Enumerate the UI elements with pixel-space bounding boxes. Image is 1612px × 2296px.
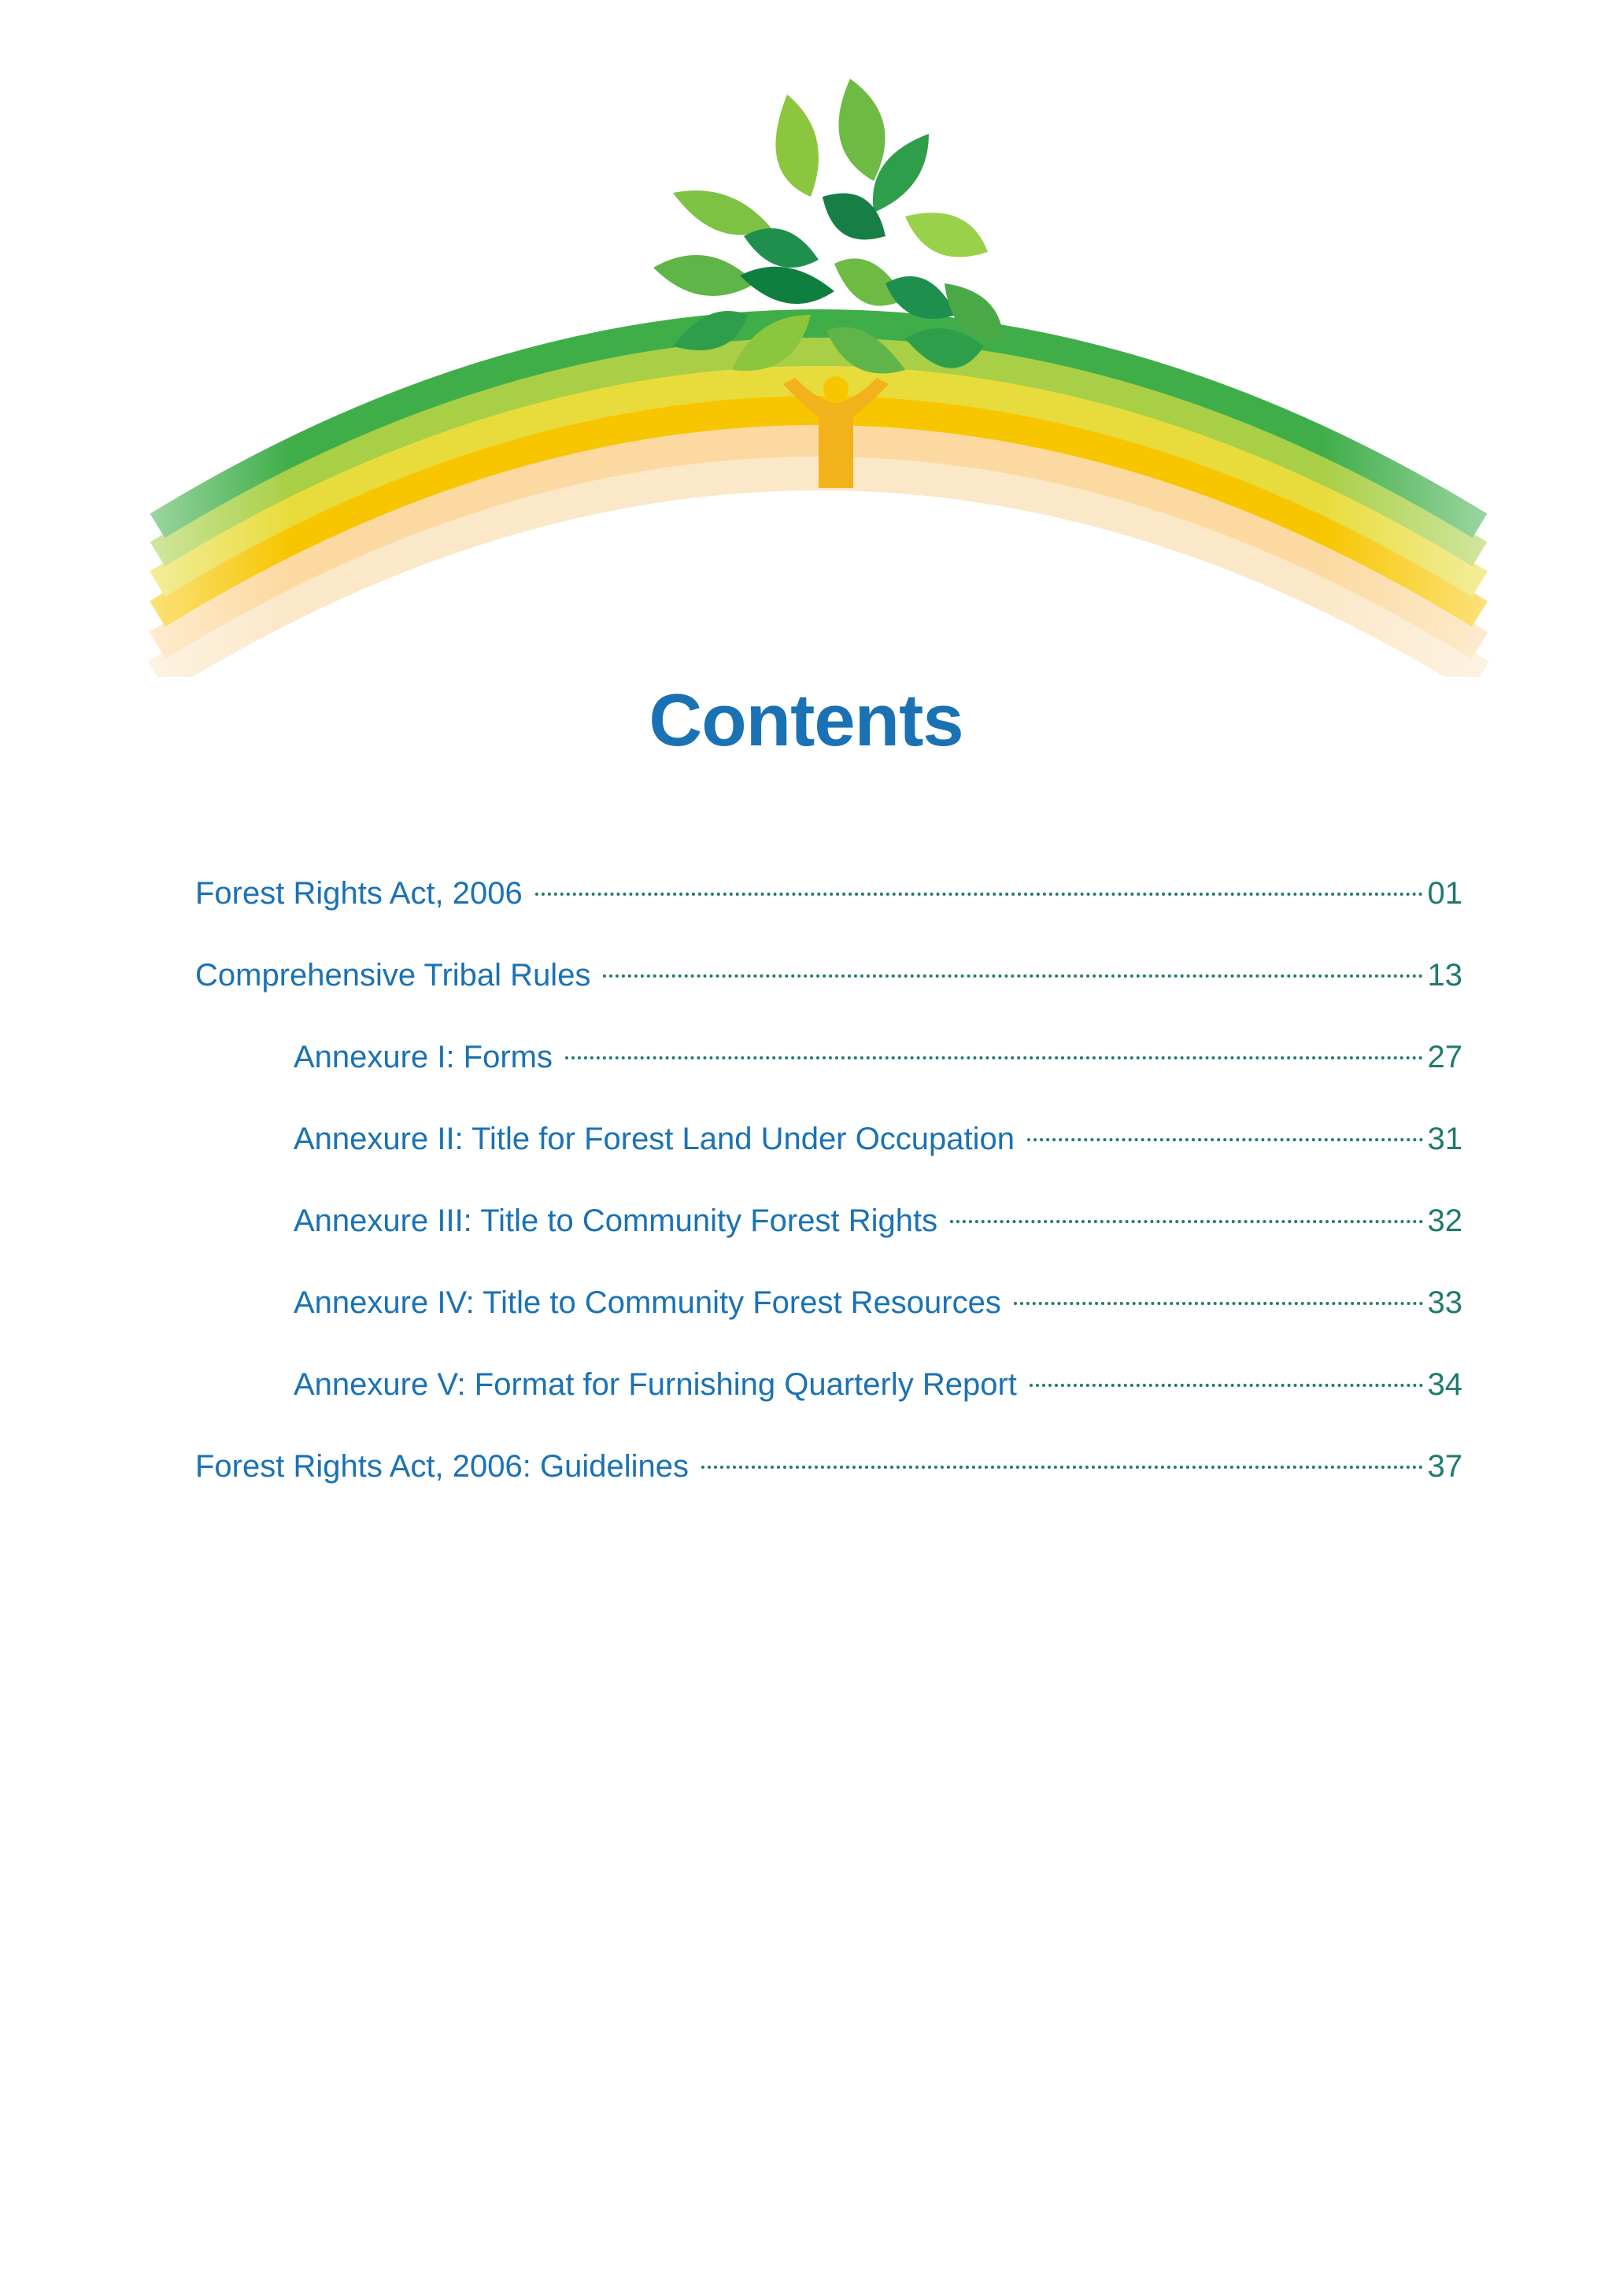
- toc-entry-page-number: 31: [1427, 1122, 1462, 1156]
- toc-entry[interactable]: [195, 1361, 1462, 1443]
- toc-entry-page-number: 01: [1427, 876, 1462, 911]
- dot-leader: [1030, 1384, 1423, 1387]
- toc-entry-label: Annexure IV: Title to Community Forest Resources: [294, 1285, 1001, 1320]
- toc-entry-page-number: 13: [1427, 958, 1462, 993]
- toc-entry-label: Annexure I: Forms: [294, 1040, 553, 1074]
- toc-entry[interactable]: [195, 1115, 1462, 1197]
- toc-entry-page-number: 32: [1427, 1203, 1462, 1238]
- toc-entry[interactable]: [195, 1279, 1462, 1361]
- dot-leader: [565, 1056, 1422, 1059]
- toc-entry[interactable]: [195, 870, 1462, 952]
- dot-leader: [701, 1466, 1423, 1469]
- toc-entry-label: Annexure III: Title to Community Forest Rights: [294, 1203, 938, 1238]
- header-illustration: [0, 0, 1612, 677]
- toc-entry[interactable]: [195, 952, 1462, 1033]
- table-of-contents: [195, 870, 1462, 1525]
- toc-entry-page-number: 37: [1427, 1449, 1462, 1484]
- toc-entry-label: Forest Rights Act, 2006: [195, 876, 523, 911]
- toc-entry[interactable]: [195, 1443, 1462, 1525]
- toc-entry[interactable]: [195, 1033, 1462, 1115]
- dot-leader: [950, 1220, 1422, 1223]
- toc-entry-page-number: 27: [1427, 1040, 1462, 1074]
- toc-entry-label: Annexure V: Format for Furnishing Quarterly Report: [294, 1367, 1017, 1402]
- dot-leader: [1014, 1302, 1423, 1305]
- toc-entry-label: Comprehensive Tribal Rules: [195, 958, 591, 993]
- page-title: Contents: [649, 678, 963, 761]
- toc-entry-label: Annexure II: Title for Forest Land Under Occupation: [294, 1122, 1015, 1156]
- toc-entry-page-number: 33: [1427, 1285, 1462, 1320]
- dot-leader: [1027, 1138, 1422, 1141]
- dot-leader: [603, 974, 1422, 978]
- toc-entry-page-number: 34: [1427, 1367, 1462, 1402]
- toc-entry-label: Forest Rights Act, 2006: Guidelines: [195, 1449, 689, 1484]
- toc-entry[interactable]: [195, 1197, 1462, 1279]
- dot-leader: [535, 893, 1423, 896]
